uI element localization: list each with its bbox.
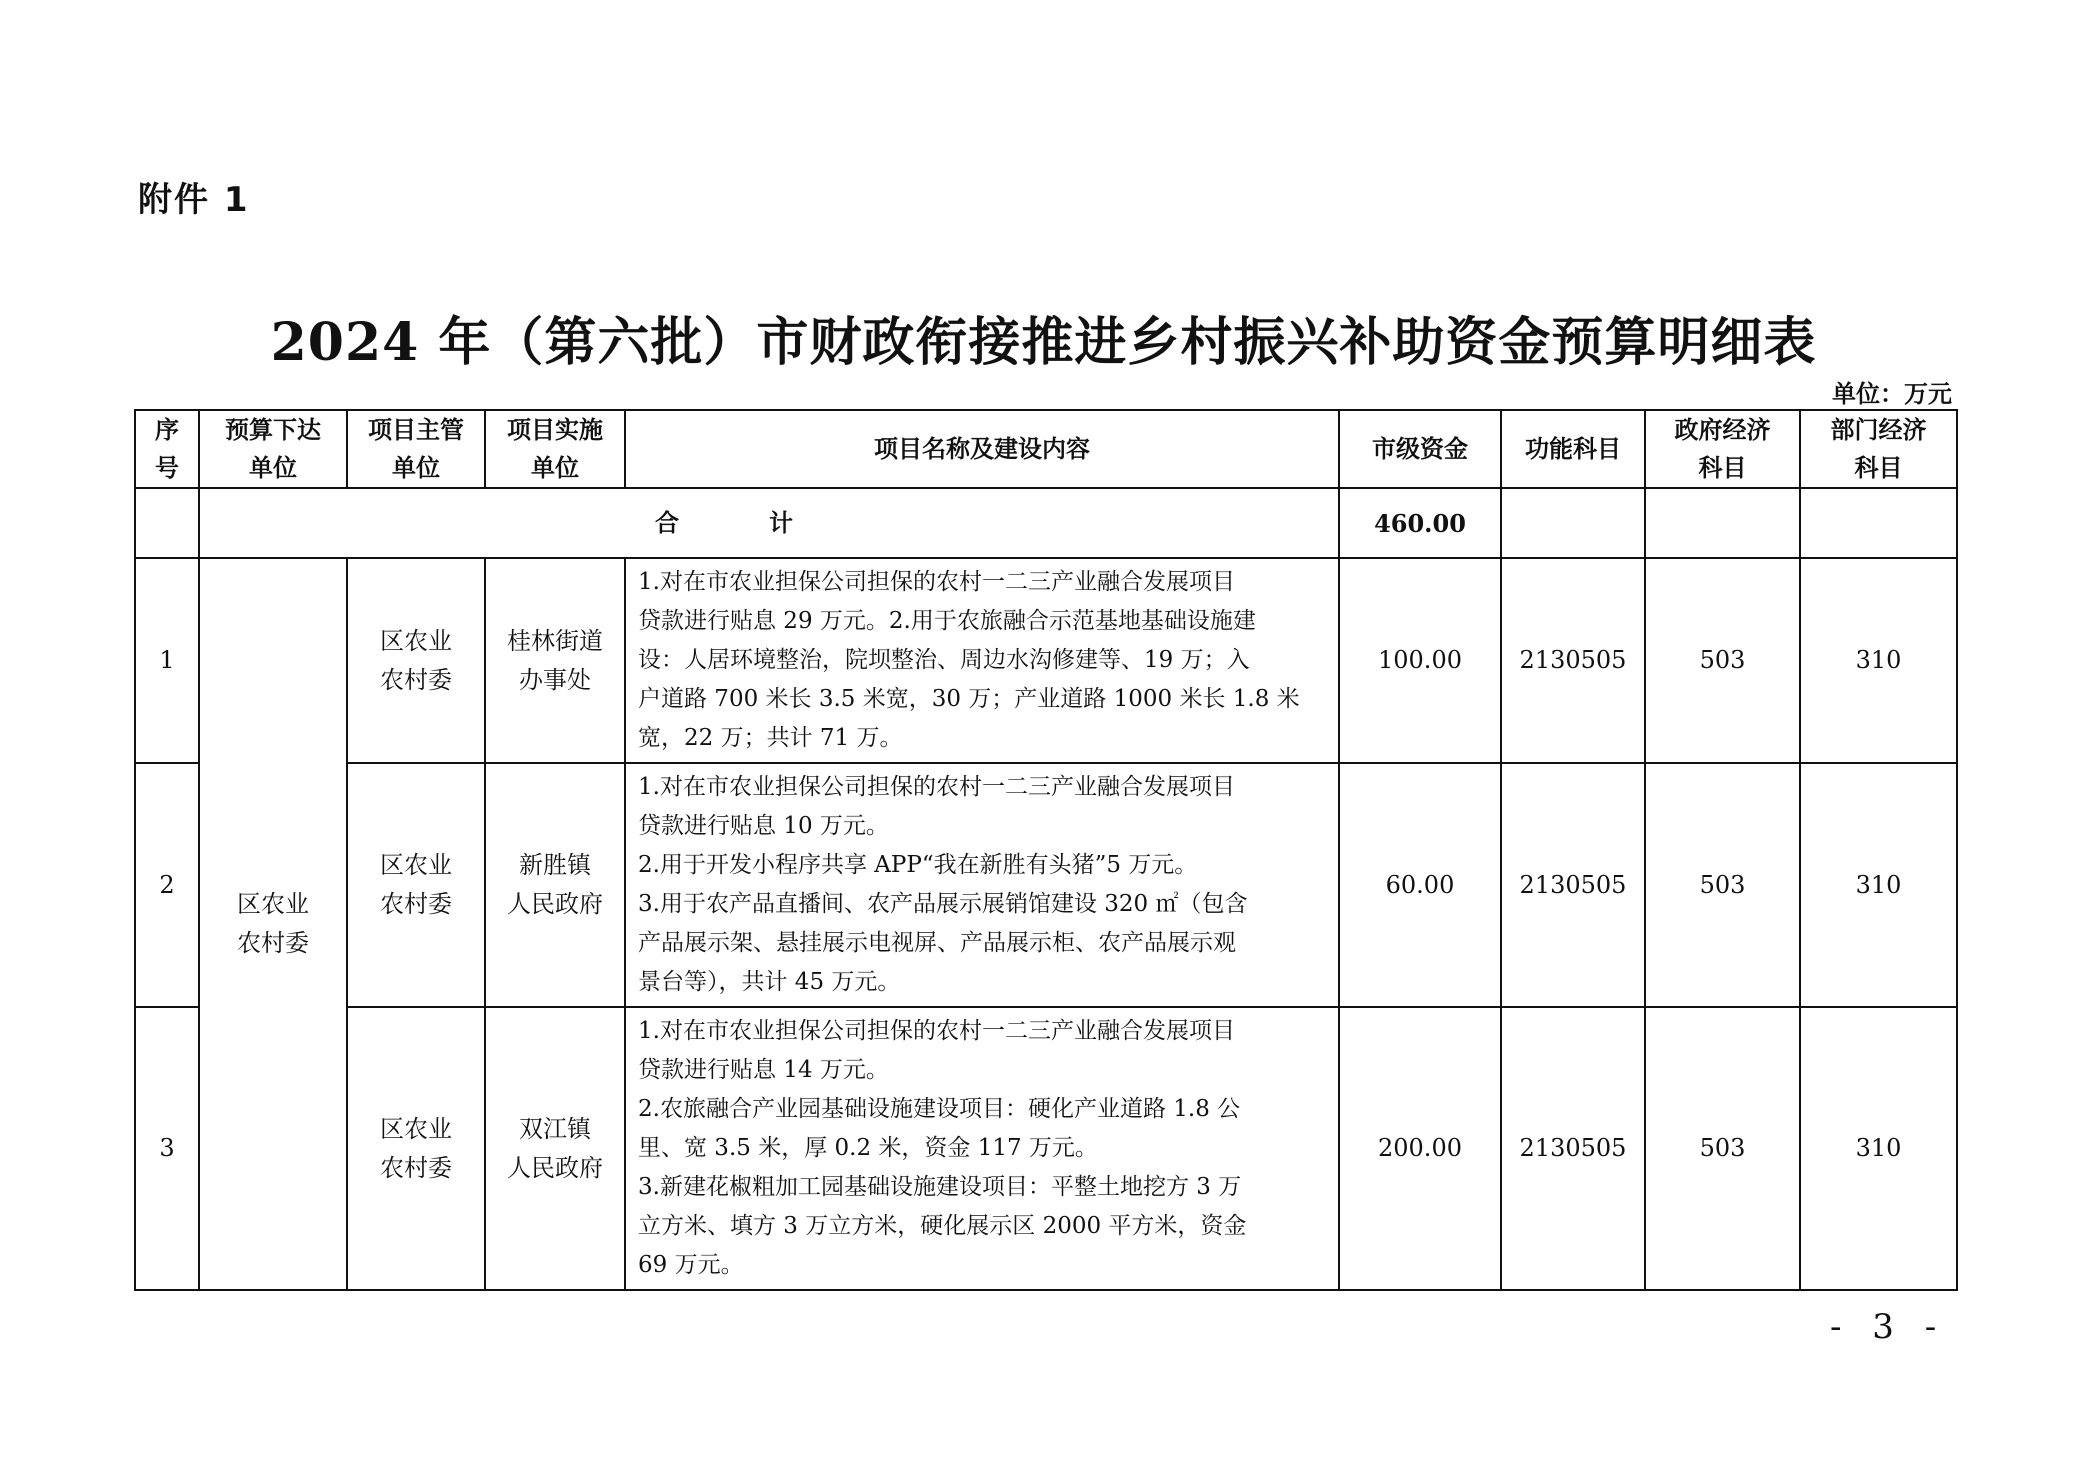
table-row — [135, 763, 1957, 1007]
total-label: 合计 — [199, 488, 1339, 558]
budget-unit-cell: 区农业 农村委 — [199, 558, 347, 1290]
row-implementer: 新胜镇 人民政府 — [485, 763, 625, 1007]
row-content: 1.对在市农业担保公司担保的农村一二三产业融合发展项目 贷款进行贴息 29 万元。2.用于农旅融合示范基地基础设施建 设：人居环境整治，院坝整治、周边水沟修建等、19 万；入 户道路 700 米长 3.5 米宽，30 万；产业道路 1000 米长 1.8 米 宽，22 万；共计 71 万。 — [625, 558, 1339, 763]
row-func-subject: 2130505 — [1501, 763, 1645, 1007]
header-funds: 市级资金 — [1339, 410, 1501, 488]
total-row — [135, 488, 1957, 558]
total-seq-cell — [135, 488, 199, 558]
total-empty-cell — [1501, 488, 1645, 558]
total-amount: 460.00 — [1339, 488, 1501, 558]
row-manager: 区农业 农村委 — [347, 763, 485, 1007]
header-func-subject: 功能科目 — [1501, 410, 1645, 488]
header-row — [135, 410, 1957, 488]
budget-table — [134, 409, 1958, 1291]
header-manager: 项目主管 单位 — [347, 410, 485, 488]
row-funds: 200.00 — [1339, 1007, 1501, 1290]
row-manager: 区农业 农村委 — [347, 558, 485, 763]
header-budget-unit: 预算下达 单位 — [199, 410, 347, 488]
total-empty-cell — [1800, 488, 1957, 558]
table-row — [135, 1007, 1957, 1290]
row-implementer: 桂林街道 办事处 — [485, 558, 625, 763]
row-content: 1.对在市农业担保公司担保的农村一二三产业融合发展项目 贷款进行贴息 14 万元。 2.农旅融合产业园基础设施建设项目：硬化产业道路 1.8 公 里、宽 3.5 米，厚 0.2 米，资金 117 万元。 3.新建花椒粗加工园基础设施建设项目：平整土地挖方 3 万 立方米、填方 3 万立方米，硬化展示区 2000 平方米，资金 69 万元。 — [625, 1007, 1339, 1290]
header-dept-econ: 部门经济 科目 — [1800, 410, 1957, 488]
header-content: 项目名称及建设内容 — [625, 410, 1339, 488]
row-seq: 1 — [135, 558, 199, 763]
row-seq: 2 — [135, 763, 199, 1007]
row-gov-econ: 503 — [1645, 763, 1800, 1007]
row-gov-econ: 503 — [1645, 558, 1800, 763]
table-row — [135, 558, 1957, 763]
row-funds: 100.00 — [1339, 558, 1501, 763]
row-gov-econ: 503 — [1645, 1007, 1800, 1290]
unit-note: 单位：万元 — [1832, 380, 1952, 408]
row-manager: 区农业 农村委 — [347, 1007, 485, 1290]
row-implementer: 双江镇 人民政府 — [485, 1007, 625, 1290]
row-dept-econ: 310 — [1800, 558, 1957, 763]
row-func-subject: 2130505 — [1501, 558, 1645, 763]
row-func-subject: 2130505 — [1501, 1007, 1645, 1290]
row-content: 1.对在市农业担保公司担保的农村一二三产业融合发展项目 贷款进行贴息 10 万元。 2.用于开发小程序共享 APP“我在新胜有头猪”5 万元。 3.用于农产品直播间、农产品展示展销馆建设 320 ㎡（包含 产品展示架、悬挂展示电视屏、产品展示柜、农产品展示观 景台等），共计 45 万元。 — [625, 763, 1339, 1007]
attachment-label: 附件 1 — [138, 180, 250, 220]
header-implementer: 项目实施 单位 — [485, 410, 625, 488]
row-funds: 60.00 — [1339, 763, 1501, 1007]
row-dept-econ: 310 — [1800, 763, 1957, 1007]
row-seq: 3 — [135, 1007, 199, 1290]
header-seq: 序 号 — [135, 410, 199, 488]
page-title: 2024 年（第六批）市财政衔接推进乡村振兴补助资金预算明细表 — [270, 312, 1817, 373]
header-gov-econ: 政府经济 科目 — [1645, 410, 1800, 488]
row-dept-econ: 310 — [1800, 1007, 1957, 1290]
page-number: - 3 - — [1830, 1307, 1947, 1347]
total-empty-cell — [1645, 488, 1800, 558]
